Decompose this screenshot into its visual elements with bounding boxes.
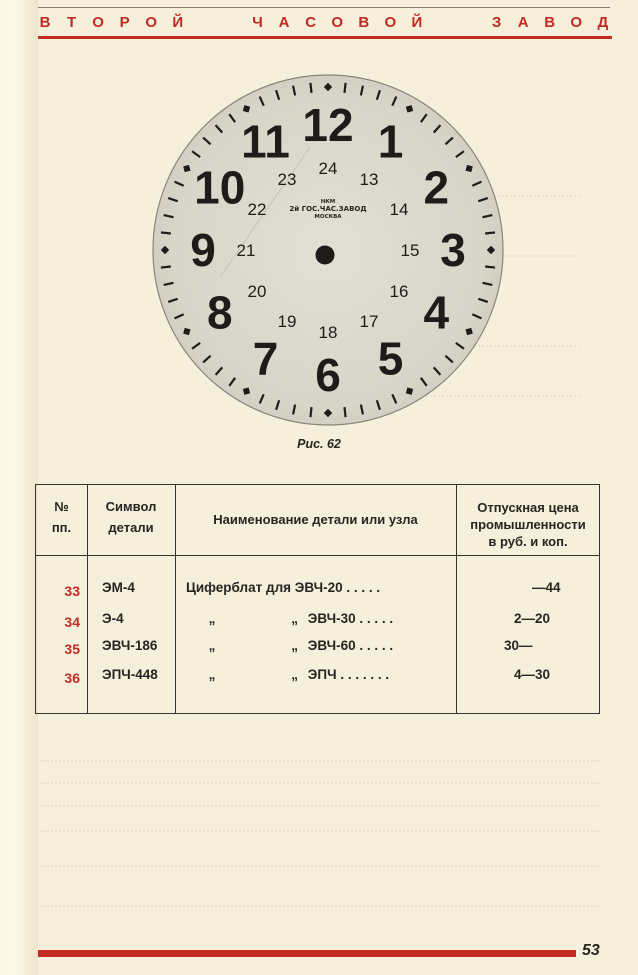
header-letter: А [278,13,290,31]
dot-leader: . . . . . [359,611,394,626]
hour-numeral: 6 [315,349,341,401]
dot-leader: . . . . . [346,580,381,595]
hour24-numeral: 20 [247,282,267,301]
header-num-line1: № [54,499,69,514]
part-name [186,611,444,626]
ditto-mark: „ [291,638,298,653]
header-price-line3: в руб. и коп. [488,534,568,549]
header-letter: В [544,13,556,31]
hour24-numeral: 22 [247,200,267,219]
parts-price-table [35,484,600,714]
part-name-item: ЭПЧ [307,667,337,682]
table-row [36,638,599,658]
part-symbol: Э-4 [102,611,124,626]
header-letter: С [305,13,317,31]
ditto-mark: „ [208,611,216,626]
row-number: 33 [64,583,80,599]
header-price-line1: Отпускная цена [477,500,579,515]
row-number: 35 [64,641,80,657]
center-hole [316,246,335,265]
dial-maker-line1: НКМ [320,199,336,205]
part-symbol: ЭПЧ-448 [102,667,158,682]
header-symbol [87,498,175,536]
part-price: —44 [532,580,561,595]
hour-numeral: 9 [190,224,216,276]
hour24-numeral: 23 [277,169,297,189]
dial-maker-line2: 2й ГОС.ЧАС.ЗАВОД [289,205,367,213]
hour24-numeral: 16 [389,282,409,301]
header-letter: Й [411,13,423,31]
hour-numeral: 3 [440,224,466,276]
table-row [36,580,599,600]
header-letter: О [331,13,344,31]
ditto-mark: „ [208,638,216,653]
hour24-numeral: 21 [236,241,256,260]
table-header-rule [36,555,599,556]
ditto-mark: „ [291,667,298,682]
header-symbol-line1: Символ [105,499,157,514]
hour24-numeral: 19 [277,312,297,332]
header-letter: Й [172,13,184,31]
row-number: 34 [64,614,80,630]
header-letter: Ч [252,13,263,31]
hour-numeral: 5 [377,332,404,385]
hour-numeral: 7 [252,332,279,385]
hour-numeral: 8 [206,286,233,339]
header-letter: З [491,13,502,31]
part-name-prefix: Циферблат для [186,580,292,595]
header-num-line2: пп. [51,520,72,535]
hour24-numeral: 15 [400,241,420,260]
part-name [186,580,444,595]
header-letter: О [570,13,583,31]
part-symbol: ЭМ-4 [102,580,135,595]
hour24-numeral: 13 [359,169,379,189]
hour-numeral: 2 [423,161,450,214]
ditto-mark: „ [291,611,298,626]
part-name-item: ЭВЧ-60 [307,638,356,653]
footer-rule [38,950,576,957]
part-name [186,638,444,653]
running-header [38,13,610,31]
header-letter: Т [66,13,77,31]
header-letter: О [92,13,104,31]
part-symbol: ЭВЧ-186 [102,638,158,653]
header-letter: Д [597,13,609,31]
hour-numeral: 1 [377,115,404,168]
dot-leader: . . . . . . . [340,667,390,682]
part-price: 4—30 [514,667,551,682]
part-name-item: ЭВЧ-20 [294,580,343,595]
hour-numeral: 10 [194,161,246,214]
table-row [36,611,599,631]
header-letter: В [39,13,51,31]
row-number: 36 [64,670,80,686]
hour24-numeral: 24 [318,159,338,178]
clock-dial-figure [150,72,506,428]
part-price: 30— [504,638,533,653]
part-name [186,667,444,682]
hour24-numeral: 17 [359,312,379,332]
clock-dial-image [150,72,506,428]
header-rule-bottom [38,36,612,39]
hour24-numeral: 14 [389,200,409,219]
header-name: Наименование детали или узла [213,512,418,527]
header-letter: О [145,13,158,31]
header-num [36,498,87,536]
part-name-item: ЭВЧ-30 [307,611,356,626]
header-rule-top [38,7,610,8]
hour-numeral: 11 [241,115,290,168]
hour-numeral: 4 [423,286,450,339]
header-price [456,499,600,550]
header-letter: Р [119,13,130,31]
header-letter: О [384,13,397,31]
part-price: 2—20 [514,611,551,626]
dial-maker-line3: МОСКВА [314,214,342,220]
hour24-numeral: 18 [318,323,338,342]
ditto-mark: „ [208,667,216,682]
table-row [36,667,599,687]
hour-numeral: 12 [302,99,354,151]
page-number: 53 [582,942,600,959]
dot-leader: . . . . . [359,638,394,653]
header-symbol-line2: детали [108,520,154,535]
header-letter: В [358,13,370,31]
header-letter: А [517,13,529,31]
page-gutter [0,0,38,975]
figure-caption: Рис. 62 [297,437,341,451]
header-price-line2: промышленности [470,517,586,532]
